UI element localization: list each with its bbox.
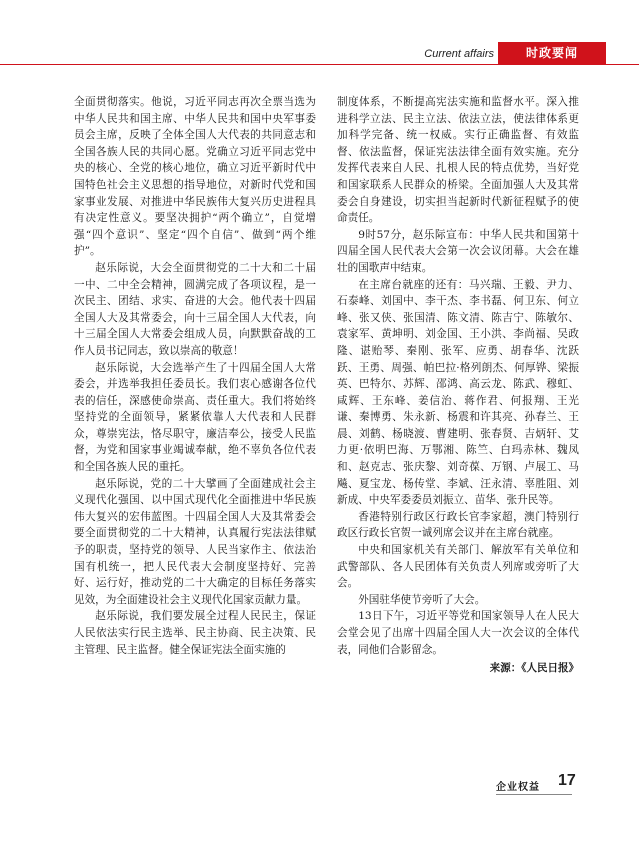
header-rule bbox=[0, 64, 639, 65]
article-source: 来源：《人民日报》 bbox=[489, 662, 579, 675]
paragraph: 赵乐际说，大会选举产生了十四届全国人大常委会，并选举我担任委员长。我们衷心感谢各位代表的信任，深感使命崇高、责任重大。我们将始终坚持党的全面领导，紧紧依靠人大代表和人民群众，尊崇宪法，恪尽职守，廉洁奉公，接受人民监督，为党和国家事业竭诚奉献，绝不辜负各位代表和全国各族人民的重托。 bbox=[74, 361, 316, 474]
footer-rule bbox=[496, 794, 572, 795]
magazine-name: 企业权益 bbox=[496, 782, 540, 793]
page-number: 17 bbox=[558, 772, 576, 789]
paragraph: 中央和国家机关有关部门、解放军有关单位和武警部队、各人民团体有关负责人列席或旁听了大会。 bbox=[337, 544, 579, 590]
paragraph: 在主席台就座的还有：马兴瑞、王毅、尹力、石泰峰、刘国中、李干杰、李书磊、何卫东、何立峰、张又侠、张国清、陈文清、陈吉宁、陈敏尔、袁家军、黄坤明、刘金国、王小洪、李尚福、吴政隆、谌贻琴、秦刚、张军、应勇、胡春华、沈跃跃、王勇、周强、帕巴拉·格列朗杰、何厚铧、梁振英、巴特尔、苏辉、邵鸿、高云龙、陈武、穆虹、咸辉、王东峰、姜信治、蒋作君、何报翔、王光谦、秦博勇、朱永新、杨震和许其亮、孙春兰、王晨、刘鹤、杨晓渡、曹建明、张春贤、吉炳轩、艾力更·依明巴海、万鄂湘、陈竺、白玛赤林、魏凤和、赵克志、张庆黎、刘奇葆、万钢、卢展工、马飚、夏宝龙、杨传堂、李斌、汪永清、辜胜阻、刘新成、中央军委委员刘振立、苗华、张升民等。 bbox=[337, 278, 579, 507]
article-column-left bbox=[74, 94, 316, 658]
paragraph: 赵乐际说，党的二十大擘画了全面建成社会主义现代化强国、以中国式现代化全面推进中华民族伟大复兴的宏伟蓝图。十四届全国人大及其常委会要全面贯彻党的二十大精神，认真履行宪法法律赋予的职责，坚持党的领导、人民当家作主、依法治国有机统一，把人民代表大会制度坚持好、完善好、运行好，推动党的二十大确定的目标任务落实见效，为全面建设社会主义现代化国家贡献力量。 bbox=[74, 477, 316, 606]
paragraph: 制度体系，不断提高宪法实施和监督水平。深入推进科学立法、民主立法、依法立法，使法律体系更加科学完备、统一权威。实行正确监督、有效监督、依法监督，保证宪法法律全面有效实施。充分发挥代表来自人民、扎根人民的特点优势，当好党和国家联系人民群众的桥梁。全面加强人大及其常委会自身建设，切实担当起新时代新征程赋予的使命责任。 bbox=[337, 96, 579, 225]
article-column-right bbox=[337, 94, 579, 677]
paragraph: 13日下午，习近平等党和国家领导人在人民大会堂会见了出席十四届全国人大一次会议的全体代表，同他们合影留念。 bbox=[337, 610, 579, 656]
paragraph: 赵乐际说，我们要发展全过程人民民主，保证人民依法实行民主选举、民主协商、民主决策、民主管理、民主监督。健全保证宪法全面实施的 bbox=[74, 610, 316, 656]
paragraph: 香港特别行政区行政长官李家超，澳门特别行政区行政长官贺一诚列席会议并在主席台就座。 bbox=[337, 510, 579, 540]
section-tab: 时政要闻 bbox=[498, 42, 606, 64]
paragraph: 全面贯彻落实。他说，习近平同志再次全票当选为中华人民共和国主席、中华人民共和国中央军事委员会主席，反映了全体全国人大代表的共同意志和全国各族人民的共同心愿。党确立习近平同志党中央的核心、全党的核心地位，确立习近平新时代中国特色社会主义思想的指导地位，对新时代党和国家事业发展、对推进中华民族伟大复兴历史进程具有决定性意义。要坚决拥护“两个确立”，自觉增强“四个意识”、坚定“四个自信”、做到“两个维护”。 bbox=[74, 96, 316, 258]
paragraph: 外国驻华使节旁听了大会。 bbox=[358, 593, 486, 606]
paragraph: 9时57分，赵乐际宣布：中华人民共和国第十四届全国人民代表大会第一次会议闭幕。大会在雄壮的国歌声中结束。 bbox=[337, 228, 579, 274]
paragraph: 赵乐际说，大会全面贯彻党的二十大和二十届一中、二中全会精神，圆满完成了各项议程，是一次民主、团结、求实、奋进的大会。他代表十四届全国人大及其常委会，向十三届全国人大代表，向十三届全国人大常委会组成人员，向默默奋战的工作人员书记同志，致以崇高的敬意！ bbox=[74, 261, 316, 357]
section-title-en: Current affairs bbox=[424, 48, 494, 60]
